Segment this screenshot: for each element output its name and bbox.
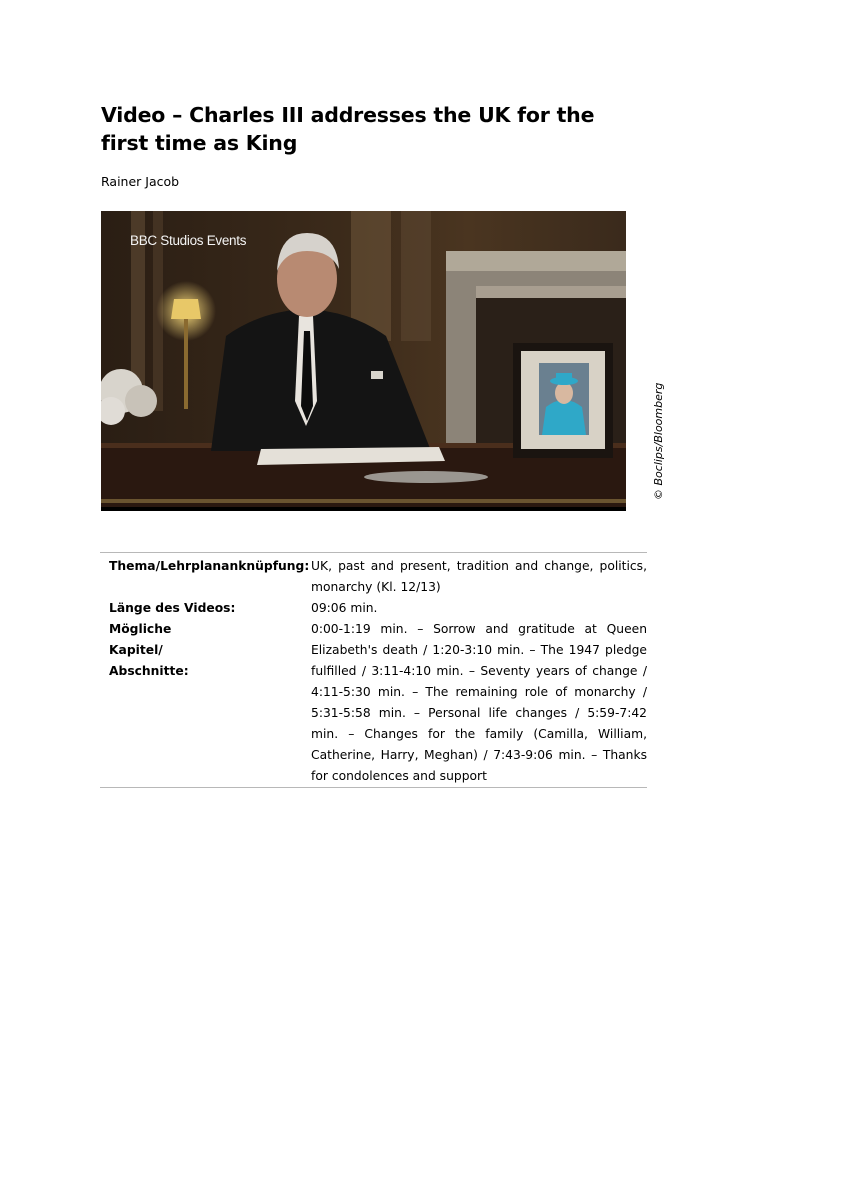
row-label: Mögliche Kapitel/ Abschnitte: bbox=[109, 622, 189, 678]
video-still[interactable] bbox=[101, 211, 626, 511]
row-label: Thema/Lehrplananknüpfung: bbox=[109, 559, 310, 573]
table-row-chapters bbox=[100, 619, 647, 787]
table-row-length bbox=[100, 598, 647, 619]
video-info-table bbox=[100, 552, 647, 788]
video-frame-illustration bbox=[101, 211, 626, 511]
row-value: 0:00-1:19 min. – Sorrow and gratitude at Queen Elizabeth's death / 1:20-3:10 min. – The 1947 pledge fulfilled / 3:11-4:10 min. – Seventy years of change / 4:11-5:30 min. – The remaining role of monarchy / 5:31-5:58 min. – Personal life changes / 5:59-7:42 min. – Changes for the family (Camilla, William, Catherine, Harry, Meghan) / 7:43-9:06 min. – Thanks for condolences and support bbox=[311, 622, 647, 783]
video-watermark: BBC Studios Events bbox=[130, 233, 247, 248]
author-name: Rainer Jacob bbox=[101, 174, 180, 189]
table-row-topic bbox=[100, 556, 647, 598]
row-value: UK, past and present, tradition and change, politics, monarchy (Kl. 12/13) bbox=[311, 559, 647, 594]
row-label: Länge des Videos: bbox=[109, 601, 236, 615]
document-title: Video – Charles III addresses the UK for the first time as King bbox=[101, 103, 595, 155]
image-credit: © Boclips/Bloomberg bbox=[652, 382, 665, 500]
row-value: 09:06 min. bbox=[311, 601, 378, 615]
